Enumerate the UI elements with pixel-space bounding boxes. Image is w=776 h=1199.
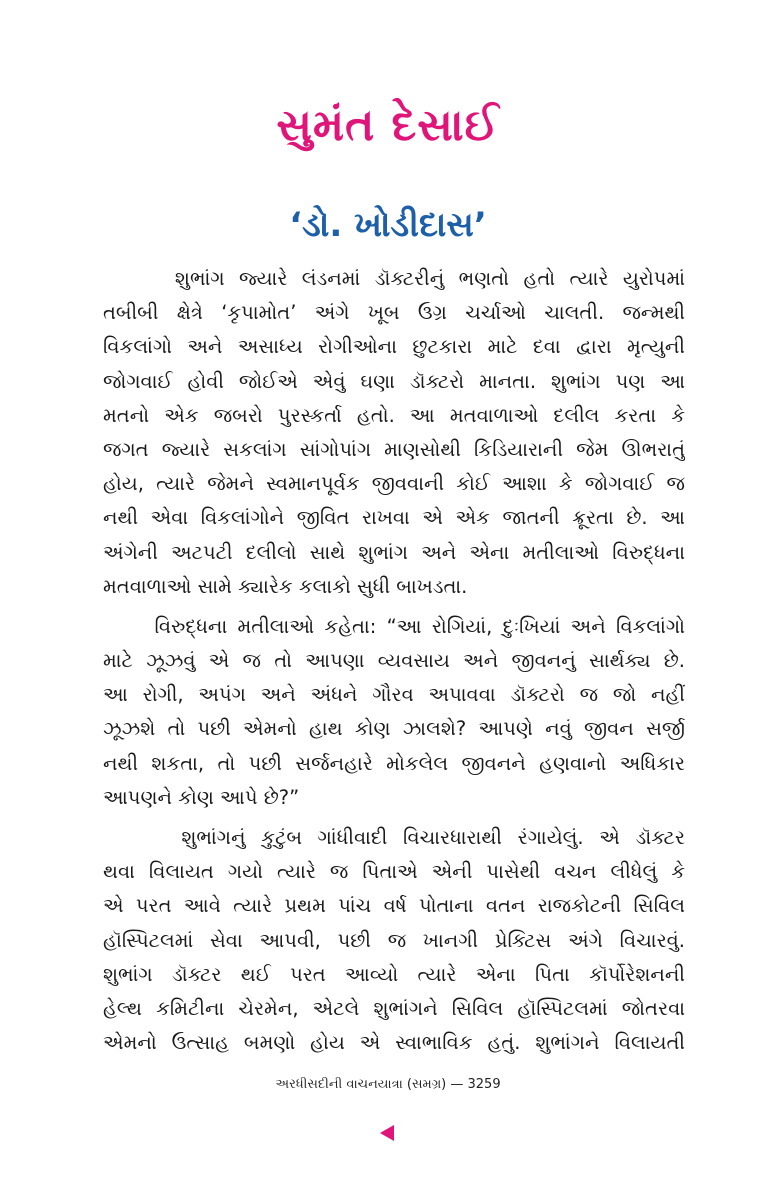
text-line: નથી એવા વિકલાંગોને જીવિત રાખવા એ એક જાતની ક્રૂરતા છે. આ xyxy=(103,506,685,530)
text-line: હોય, ત્યારે જેમને સ્વમાનપૂર્વક જીવવાની કોઈ આશા કે જોગવાઈ જ xyxy=(103,472,685,496)
paragraph xyxy=(103,821,685,1060)
text-line: શુભાંગ જ્યારે લંડનમાં ડૉક્ટરીનું ભણતો હતો ત્યારે યુરોપમાં xyxy=(103,267,685,290)
previous-page-arrow-icon[interactable] xyxy=(380,1125,394,1141)
text-line: એ પરત આવે ત્યારે પ્રથમ પાંચ વર્ષ પોતાના વતન રાજકોટની સિવિલ xyxy=(103,894,685,918)
text-line: મતનો એક જબરો પુરસ્કર્તા હતો. આ મતવાળાઓ દલીલ કરતા કે xyxy=(103,403,685,427)
text-line: નથી શકતા, તો પછી સર્જનહારે મોકલેલ જીવનને હણવાનો અધિકાર xyxy=(103,751,685,775)
text-line: માટે ઝૂઝવું એ જ તો આપણા વ્યવસાય અને જીવનનું સાર્થક્ય છે. xyxy=(103,649,685,673)
text-line: થવા વિલાયત ગયો ત્યારે જ પિતાએ એની પાસેથી વચન લીધેલું કે xyxy=(103,860,685,884)
text-line: જગત જ્યારે સકલાંગ સાંગોપાંગ માણસોથી કિડિયારાની જેમ ઊભરાતું xyxy=(103,437,685,461)
story-title: ‘ડો. ખોડીદાસ’ xyxy=(289,205,487,245)
text-line: એમનો ઉત્સાહ બમણો હોય એ સ્વાભાવિક હતું. શુભાંગને વિલાયતી xyxy=(103,1031,685,1055)
text-line: અંગેની અટપટી દલીલો સાથે શુભાંગ અને એના મતીલાઓ વિરુદ્ધના xyxy=(103,540,685,564)
text-line: હેલ્થ કમિટીના ચેરમેન, એટલે શુભાંગને સિવિલ હૉસ્પિટલમાં જોતરવા xyxy=(103,996,685,1020)
paragraph xyxy=(103,610,685,815)
page-footer: અરધીસદીની વાચનયાત્રા (સમગ્ર) — 3259 xyxy=(275,1077,501,1092)
story-body xyxy=(103,262,685,1060)
text-line: આ રોગી, અપંગ અને અંધને ગૌરવ અપાવવા ડૉક્ટરો જ જો નહીં xyxy=(103,683,685,707)
text-line: શુભાંગનું કુટુંબ ગાંધીવાદી વિચારધારાથી રંગાયેલું. એ ડૉક્ટર xyxy=(103,826,685,849)
author-name: સુમંત દેસાઈ xyxy=(276,100,500,151)
text-line: જોગવાઈ હોવી જોઈએ એવું ઘણા ડૉક્ટરો માનતા. શુભાંગ પણ આ xyxy=(103,369,685,393)
text-line: શુભાંગ ડૉક્ટર થઈ પરત આવ્યો ત્યારે એના પિતા કૉર્પોરેશનની xyxy=(103,962,685,986)
text-line: વિકલાંગો અને અસાધ્ય રોગીઓના છુટકારા માટે દવા દ્વારા મૃત્યુની xyxy=(103,335,685,359)
text-line: વિરુદ્ધના મતીલાઓ કહેતા: “આ રોગિયાં, દુઃખિયાં અને વિકલાંગો xyxy=(103,614,685,638)
text-line: ઝૂઝશે તો પછી એમનો હાથ કોણ ઝાલશે? આપણે નવું જીવન સર્જી xyxy=(103,717,685,741)
text-line: હૉસ્પિટલમાં સેવા આપવી, પછી જ ખાનગી પ્રેક્ટિસ અંગે વિચારવું. xyxy=(103,928,685,952)
paragraph xyxy=(103,262,685,604)
text-line: આપણને કોણ આપે છે?” xyxy=(103,785,300,809)
text-line: મતવાળાઓ સામે ક્યારેક કલાકો સુધી બાખડતા. xyxy=(103,574,468,598)
text-line: તબીબી ક્ષેત્રે ‘કૃપામોત’ અંગે ખૂબ ઉગ્ર ચર્ચાઓ ચાલતી. જન્મથી xyxy=(103,301,685,325)
